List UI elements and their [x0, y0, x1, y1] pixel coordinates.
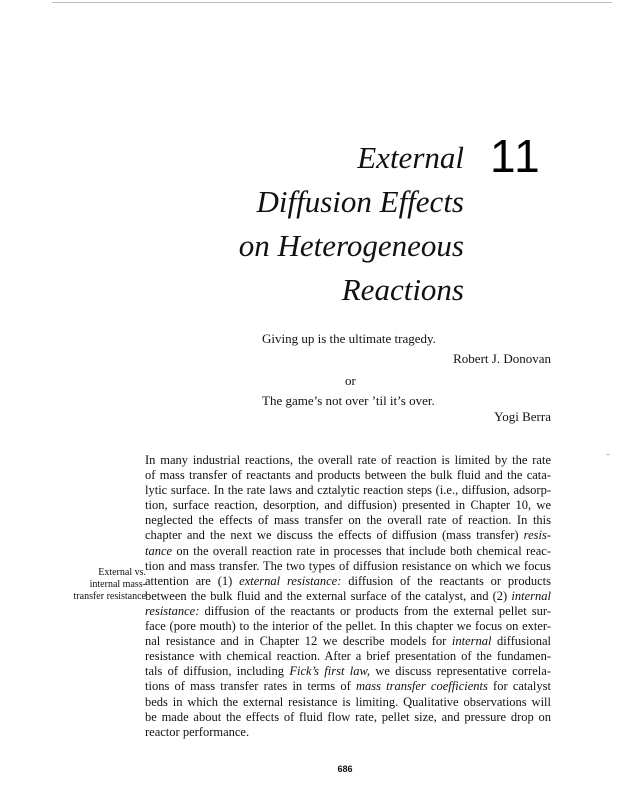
chapter-title — [150, 136, 464, 312]
body-line: tance on the overall reaction rate in processes that include both chemical reac- — [145, 543, 551, 558]
margin-note — [8, 567, 146, 603]
body-line: reactor performance. — [145, 724, 250, 739]
page-number: 686 — [337, 764, 353, 774]
body-line: resistance: diffusion of the reactants or products from the external pellet sur- — [145, 603, 551, 618]
body-line: tals of diffusion, including Fick’s first law, we discuss representative correla- — [145, 664, 551, 679]
epigraph-quote: The game’s not over ’til it’s over. — [262, 393, 435, 408]
title-line: Reactions — [341, 272, 464, 307]
epigraph-quote: Giving up is the ultimate tragedy. — [262, 331, 436, 346]
margin-note-line: External vs. — [98, 567, 146, 578]
body-line: neglected the effects of mass transfer on the overall rate of reaction. In this — [145, 513, 551, 528]
body-line: resistance with chemical reaction. After a brief presentation of the fundamen- — [145, 649, 551, 664]
epigraph-separator: or — [345, 373, 356, 388]
body-line: tions of mass transfer rates in terms of mass transfer coefficients for catalyst — [145, 679, 551, 694]
body-line: In many industrial reactions, the overall rate of reaction is limited by the rate — [145, 453, 551, 467]
title-line: Diffusion Effects — [256, 184, 464, 219]
body-line: beds in which the external resistance is limiting. Qualitative observations will — [145, 694, 551, 709]
body-line: face (pore mouth) to the interior of the pellet. In this chapter we focus on exter- — [145, 619, 551, 634]
top-rule — [52, 2, 612, 3]
title-line: on Heterogeneous — [238, 228, 464, 263]
margin-note-line: transfer resistance — [73, 591, 146, 602]
scan-mark — [606, 454, 610, 455]
body-paragraph — [145, 453, 551, 740]
body-line: chapter and the next we discuss the effects of diffusion (mass transfer) resis- — [145, 528, 551, 543]
body-line: of mass transfer of reactants and products between the bulk fluid and the cata- — [145, 468, 551, 483]
body-line: be made about the effects of fluid flow rate, pellet size, and pressure drop on — [145, 709, 551, 724]
body-line: attention are (1) external resistance: diffusion of the reactants or products — [145, 573, 551, 588]
epigraph-author: Yogi Berra — [494, 409, 551, 424]
margin-note-line: internal mass- — [89, 579, 146, 590]
body-line: between the bulk fluid and the external surface of the catalyst, and (2) internal — [145, 588, 551, 603]
body-line: tion, surface reaction, desorption, and diffusion) presented in Chapter 10, we — [145, 498, 551, 513]
epigraph-author: Robert J. Donovan — [453, 351, 551, 366]
chapter-number: 11 — [490, 130, 542, 182]
title-line: External — [357, 140, 464, 175]
body-line: tion and mass transfer. The two types of diffusion resistance on which we focus — [145, 558, 551, 573]
body-line: lytic surface. In the rate laws and cztalytic reaction steps (i.e., diffusion, adsorp- — [145, 483, 551, 498]
body-line: nal resistance and in Chapter 12 we describe models for internal diffusional — [145, 634, 551, 649]
